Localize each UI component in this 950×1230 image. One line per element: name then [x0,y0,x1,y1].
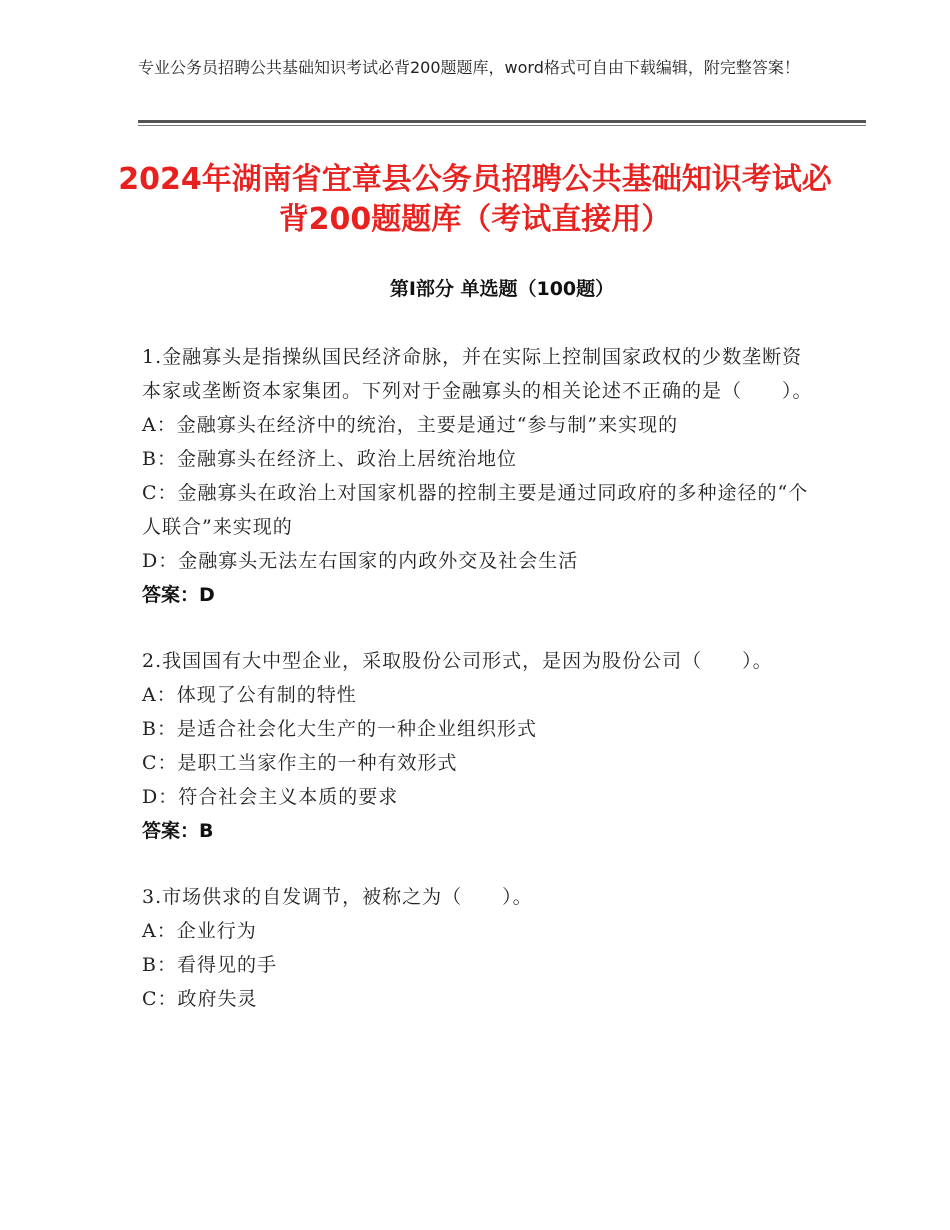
question-stem: 2.我国国有大中型企业，采取股份公司形式，是因为股份公司（ ）。 [142,650,773,672]
header-divider-thick [138,120,866,123]
option-c: C：是职工当家作主的一种有效形式 [142,752,458,774]
document-title: 2024年湖南省宜章县公务员招聘公共基础知识考试必背200题题库（考试直接用） [118,162,832,237]
section-title: 第Ⅰ部分 单选题（100题） [389,278,615,300]
header-note: 专业公务员招聘公共基础知识考试必背200题题库，word格式可自由下载编辑，附完整答案！ [138,58,800,77]
answer-line: 答案：B [142,820,214,842]
option-a: A：金融寡头在经济中的统治，主要是通过“参与制”来实现的 [142,414,679,436]
option-d: D：金融寡头无法左右国家的内政外交及社会生活 [142,550,579,572]
option-b: B：看得见的手 [142,954,277,976]
option-c: C：金融寡头在政治上对国家机器的控制主要是通过同政府的多种途径的“个人联合”来实现的 [142,482,809,538]
question-stem: 1.金融寡头是指操纵国民经济命脉，并在实际上控制国家政权的少数垄断资本家或垄断资本家集团。下列对于金融寡头的相关论述不正确的是（ ）。 [142,346,813,402]
question-item [142,880,822,1016]
option-a: A：企业行为 [142,920,257,942]
question-list [142,340,822,1048]
option-b: B：是适合社会化大生产的一种企业组织形式 [142,718,537,740]
question-item [142,340,822,612]
question-item [142,644,822,848]
answer-line: 答案：D [142,584,215,606]
question-stem: 3.市场供求的自发调节，被称之为（ ）。 [142,886,533,908]
option-a: A：体现了公有制的特性 [142,684,357,706]
option-b: B：金融寡头在经济上、政治上居统治地位 [142,448,517,470]
option-c: C：政府失灵 [142,988,258,1010]
option-d: D：符合社会主义本质的要求 [142,786,399,808]
header-divider-thin [138,125,866,126]
